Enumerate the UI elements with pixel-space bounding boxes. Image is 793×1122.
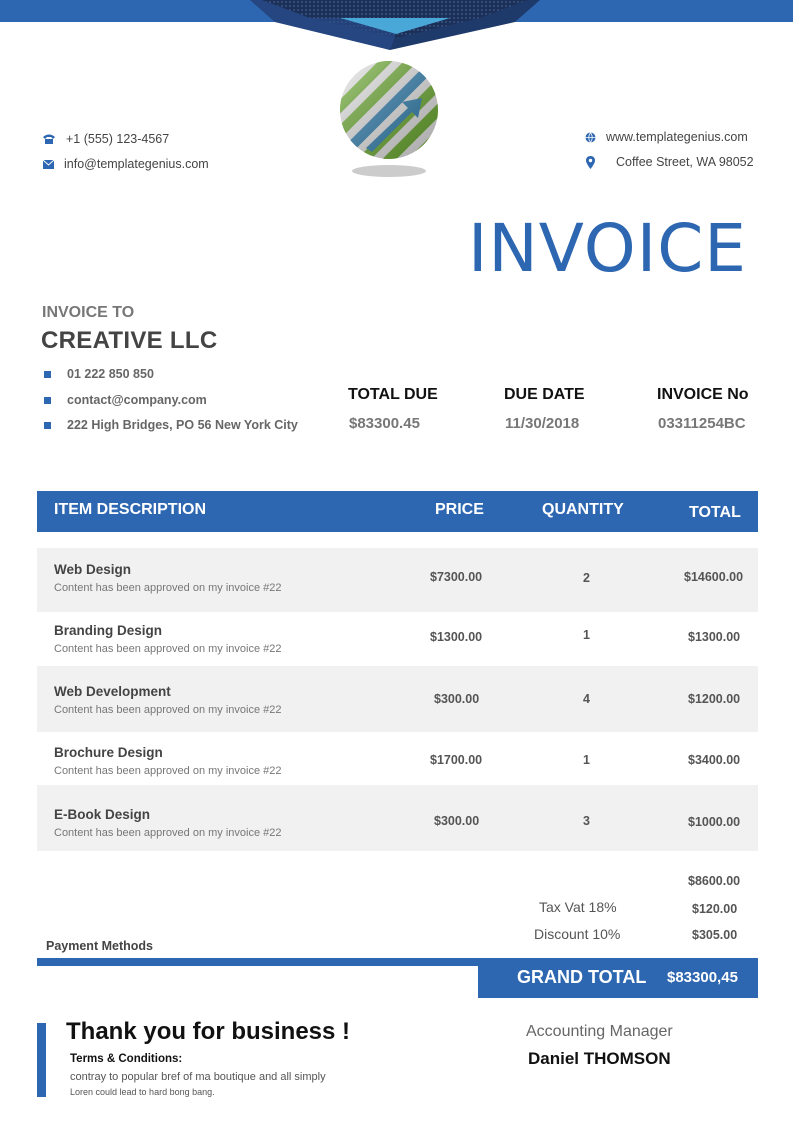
client-email-text[interactable]: contact@company.com	[67, 393, 207, 407]
grand-total-label: GRAND TOTAL	[517, 967, 647, 987]
item-price: $300.00	[434, 692, 480, 706]
item-total: $3400.00	[688, 753, 741, 767]
table-row	[37, 666, 758, 732]
thank-you-text: Thank you for business !	[66, 1018, 351, 1045]
item-price: $1300.00	[430, 630, 483, 644]
tax-label: Tax Vat 18%	[539, 899, 617, 915]
item-qty: 4	[583, 692, 590, 706]
terms-title: Terms & Conditions:	[70, 1053, 183, 1065]
item-qty: 1	[583, 628, 590, 642]
item-qty: 3	[583, 814, 590, 828]
item-total: $1000.00	[688, 815, 741, 829]
header-email	[43, 157, 209, 171]
item-name: Web Design	[54, 562, 132, 577]
invoice-to-label: INVOICE TO	[42, 304, 135, 321]
item-total: $1300.00	[688, 630, 741, 644]
item-total: $14600.00	[684, 570, 744, 584]
item-desc: Content has been approved on my invoice #22	[54, 704, 282, 716]
due-date-label: DUE DATE	[504, 386, 585, 403]
client-address-text: 222 High Bridges, PO 56 New York City	[67, 418, 298, 432]
mail-icon	[43, 160, 54, 169]
bullet-icon	[44, 397, 51, 404]
subtotal-value: $8600.00	[688, 874, 741, 888]
item-qty: 1	[583, 753, 590, 767]
item-total: $1200.00	[688, 692, 741, 706]
grand-total-box	[478, 958, 758, 998]
due-date-value: 11/30/2018	[505, 415, 580, 432]
invoice-no-value: 03311254BC	[658, 415, 746, 432]
client-address	[44, 418, 298, 432]
header-phone	[42, 132, 169, 146]
bullet-icon	[44, 422, 51, 429]
item-desc: Content has been approved on my invoice #22	[54, 643, 282, 655]
discount-value: $305.00	[692, 928, 738, 942]
item-qty: 2	[583, 571, 590, 585]
col-price: PRICE	[435, 501, 484, 518]
total-due-label: TOTAL DUE	[348, 386, 438, 403]
manager-name: Daniel THOMSON	[528, 1049, 671, 1068]
client-email	[44, 393, 207, 407]
item-price: $7300.00	[430, 570, 483, 584]
item-price: $300.00	[434, 814, 480, 828]
header-website	[585, 130, 748, 144]
thanks-accent-bar	[37, 1023, 46, 1097]
table-row	[37, 612, 758, 666]
location-pin-icon	[586, 156, 595, 169]
header-address	[586, 155, 754, 169]
item-desc: Content has been approved on my invoice #22	[54, 582, 282, 594]
header-address-text: Coffee Street, WA 98052	[616, 155, 754, 169]
header-phone-text: +1 (555) 123-4567	[66, 132, 170, 146]
payment-methods-label: Payment Methods	[46, 939, 153, 953]
item-name: E-Book Design	[54, 807, 151, 822]
phone-icon	[42, 133, 56, 145]
globe-icon	[585, 132, 596, 143]
client-name: CREATIVE LLC	[41, 327, 218, 354]
col-total: TOTAL	[689, 504, 741, 521]
header-website-text[interactable]: www.templategenius.com	[606, 130, 748, 144]
table-row	[37, 548, 758, 612]
table-row	[37, 732, 758, 785]
header-email-text[interactable]: info@templategenius.com	[64, 157, 209, 171]
item-desc: Content has been approved on my invoice #22	[54, 827, 282, 839]
discount-label: Discount 10%	[534, 926, 621, 942]
item-name: Branding Design	[54, 623, 163, 638]
total-due-value: $83300.45	[349, 415, 420, 432]
company-logo	[336, 60, 442, 180]
invoice-title: INVOICE	[467, 210, 747, 287]
bullet-icon	[44, 371, 51, 378]
terms-line-1: contray to popular bref of ma boutique and all simply	[70, 1071, 326, 1083]
terms-line-2: Loren could lead to hard bong bang.	[70, 1087, 215, 1097]
table-row	[37, 785, 758, 851]
invoice-no-label: INVOICE No	[657, 386, 749, 403]
col-quantity: QUANTITY	[542, 501, 624, 518]
header-banner	[0, 0, 793, 60]
manager-title: Accounting Manager	[526, 1023, 673, 1040]
item-name: Web Development	[54, 684, 171, 699]
tax-value: $120.00	[692, 902, 738, 916]
client-phone	[44, 367, 154, 381]
col-description: ITEM DESCRIPTION	[54, 501, 207, 518]
table-header	[37, 491, 758, 532]
item-price: $1700.00	[430, 753, 483, 767]
client-phone-text: 01 222 850 850	[67, 367, 154, 381]
item-name: Brochure Design	[54, 745, 163, 760]
grand-total-value: $83300,45	[667, 969, 738, 986]
item-desc: Content has been approved on my invoice #22	[54, 765, 282, 777]
